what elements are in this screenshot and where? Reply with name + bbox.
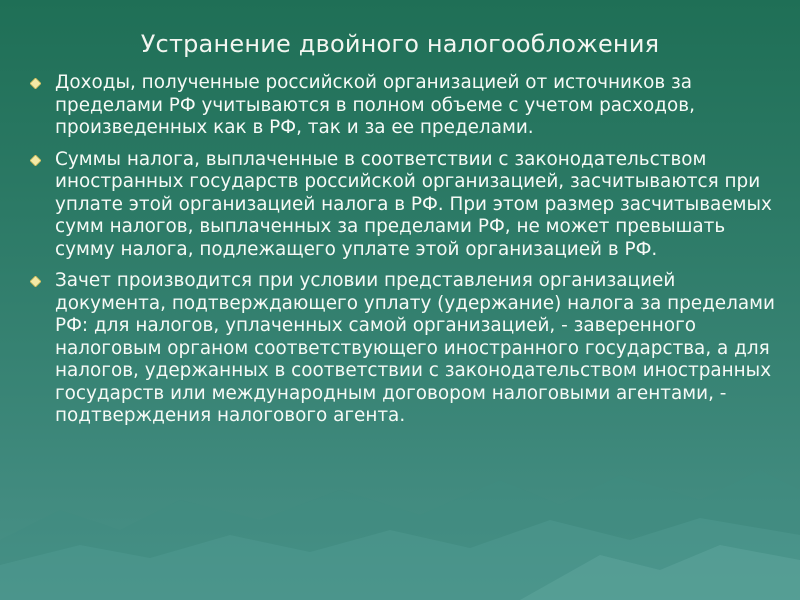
bullet-text: Суммы налога, выплаченные в соответствии с законодательством иностранных государств российской организацией, засчитываются при уплате этой организацией налога в РФ. При этом размер засчитываемых сумм налогов, выплаченных за пределами РФ, не может превышать сумму налога, подлежащего уплате этой организацией в РФ. <box>55 148 772 260</box>
bullet-list <box>30 72 775 437</box>
diamond-bullet-icon <box>30 78 41 89</box>
bullet-item <box>30 72 775 140</box>
bullet-item <box>30 270 775 428</box>
diamond-bullet-icon <box>30 276 41 287</box>
bullet-text: Доходы, полученные российской организацией от источников за пределами РФ учитываются в полном объеме с учетом расходов, произведенных как в РФ, так и за ее пределами. <box>55 72 695 138</box>
bullet-text: Зачет производится при условии представления организацией документа, подтверждающего уплату (удержание) налога за пределами РФ: для налогов, уплаченных самой организацией, - заверенного налоговым органом соответствующего иностранного государства, а для налогов, удержанных в соответствии с законодательством иностранных государств или международным договором налоговыми агентами, - подтверждения налогового агента. <box>55 270 775 426</box>
slide-title: Устранение двойного налогообложения <box>140 30 660 58</box>
bullet-item <box>30 149 775 262</box>
diamond-bullet-icon <box>30 155 41 166</box>
